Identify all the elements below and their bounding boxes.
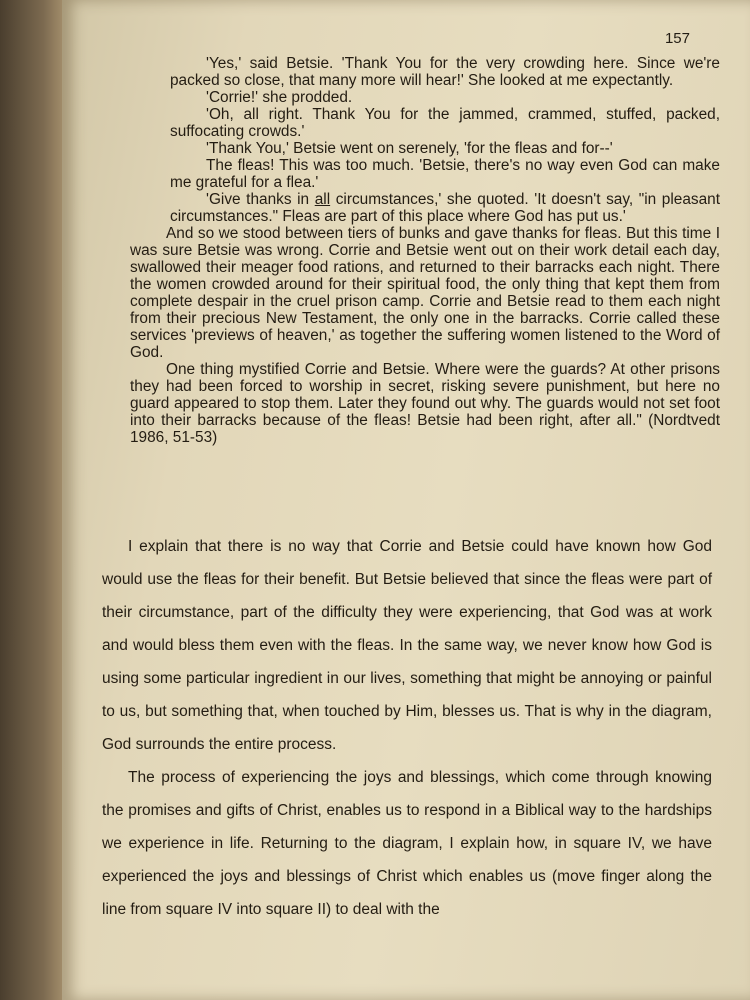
quote-line: 'Oh, all right. Thank You for the jammed, crammed, stuffed, packed, suffocating crowds.' xyxy=(170,106,720,140)
quote-paragraph: And so we stood between tiers of bunks and gave thanks for fleas. But this time I was sure Betsie was wrong. Corrie and Betsie went out on their work detail each day, swallowed their meager food rations, and returned to their barracks each night. There the women crowded around for their spiritual food, the only thing that kept them from complete despair in the cruel prison camp. Corrie and Betsie read to them each night from their precious New Testament, the only one in the barracks. Corrie called these services 'previews of heaven,' as together the suffering women listened to the Word of God. xyxy=(130,225,720,361)
quote-line-give-thanks xyxy=(170,191,720,225)
body-paragraph: I explain that there is no way that Corrie and Betsie could have known how God would use the fleas for their benefit. But Betsie believed that since the fleas were part of their circumstance, part of the difficulty they were experiencing, that God was at work and would bless them even with the fleas. In the same way, we never know how God is using some particular ingredient in our lives, something that might be annoying or painful to us, but something that, when touched by Him, blesses us. That is why in the diagram, God surrounds the entire process. xyxy=(102,538,712,753)
block-quote xyxy=(130,55,720,446)
underlined-word: all xyxy=(314,191,331,208)
book-spine-shadow xyxy=(0,0,62,1000)
give-thanks-part-a: 'Give thanks in xyxy=(206,191,315,208)
book-page xyxy=(62,0,750,1000)
body-paragraph: The process of experiencing the joys and blessings, which come through knowing the promises and gifts of Christ, enables us to respond in a Biblical way to the hardships we experience in life. Returning to the diagram, I explain how, in square IV, we have experienced the joys and blessings of Christ which enables us (move finger along the line from square IV into square II) to deal with the xyxy=(102,769,712,918)
quote-paragraph: One thing mystified Corrie and Betsie. Where were the guards? At other prisons they had been forced to worship in secret, risking severe punishment, but here no guard appeared to stop them. Later they found out why. The guards would not set foot into their barracks because of the fleas! Betsie had been right, after all." (Nordtvedt 1986, 51-53) xyxy=(130,361,720,446)
give-thanks-part-b: circumstances,' she quoted. 'It doesn't say, "in pleasant circumstances." Fleas are part of this place where God has put us.' xyxy=(170,191,720,225)
quote-line: 'Thank You,' Betsie went on serenely, 'for the fleas and for--' xyxy=(206,140,613,157)
quote-line: 'Yes,' said Betsie. 'Thank You for the very crowding here. Since we're packed so close, that many more will hear!' She looked at me expectantly. xyxy=(170,55,720,89)
page-number: 157 xyxy=(664,30,690,47)
quote-line: 'Corrie!' she prodded. xyxy=(206,89,353,106)
dialogue-block xyxy=(130,55,720,225)
quote-line: The fleas! This was too much. 'Betsie, there's no way even God can make me grateful for a flea.' xyxy=(170,157,720,191)
body-text xyxy=(102,530,712,926)
